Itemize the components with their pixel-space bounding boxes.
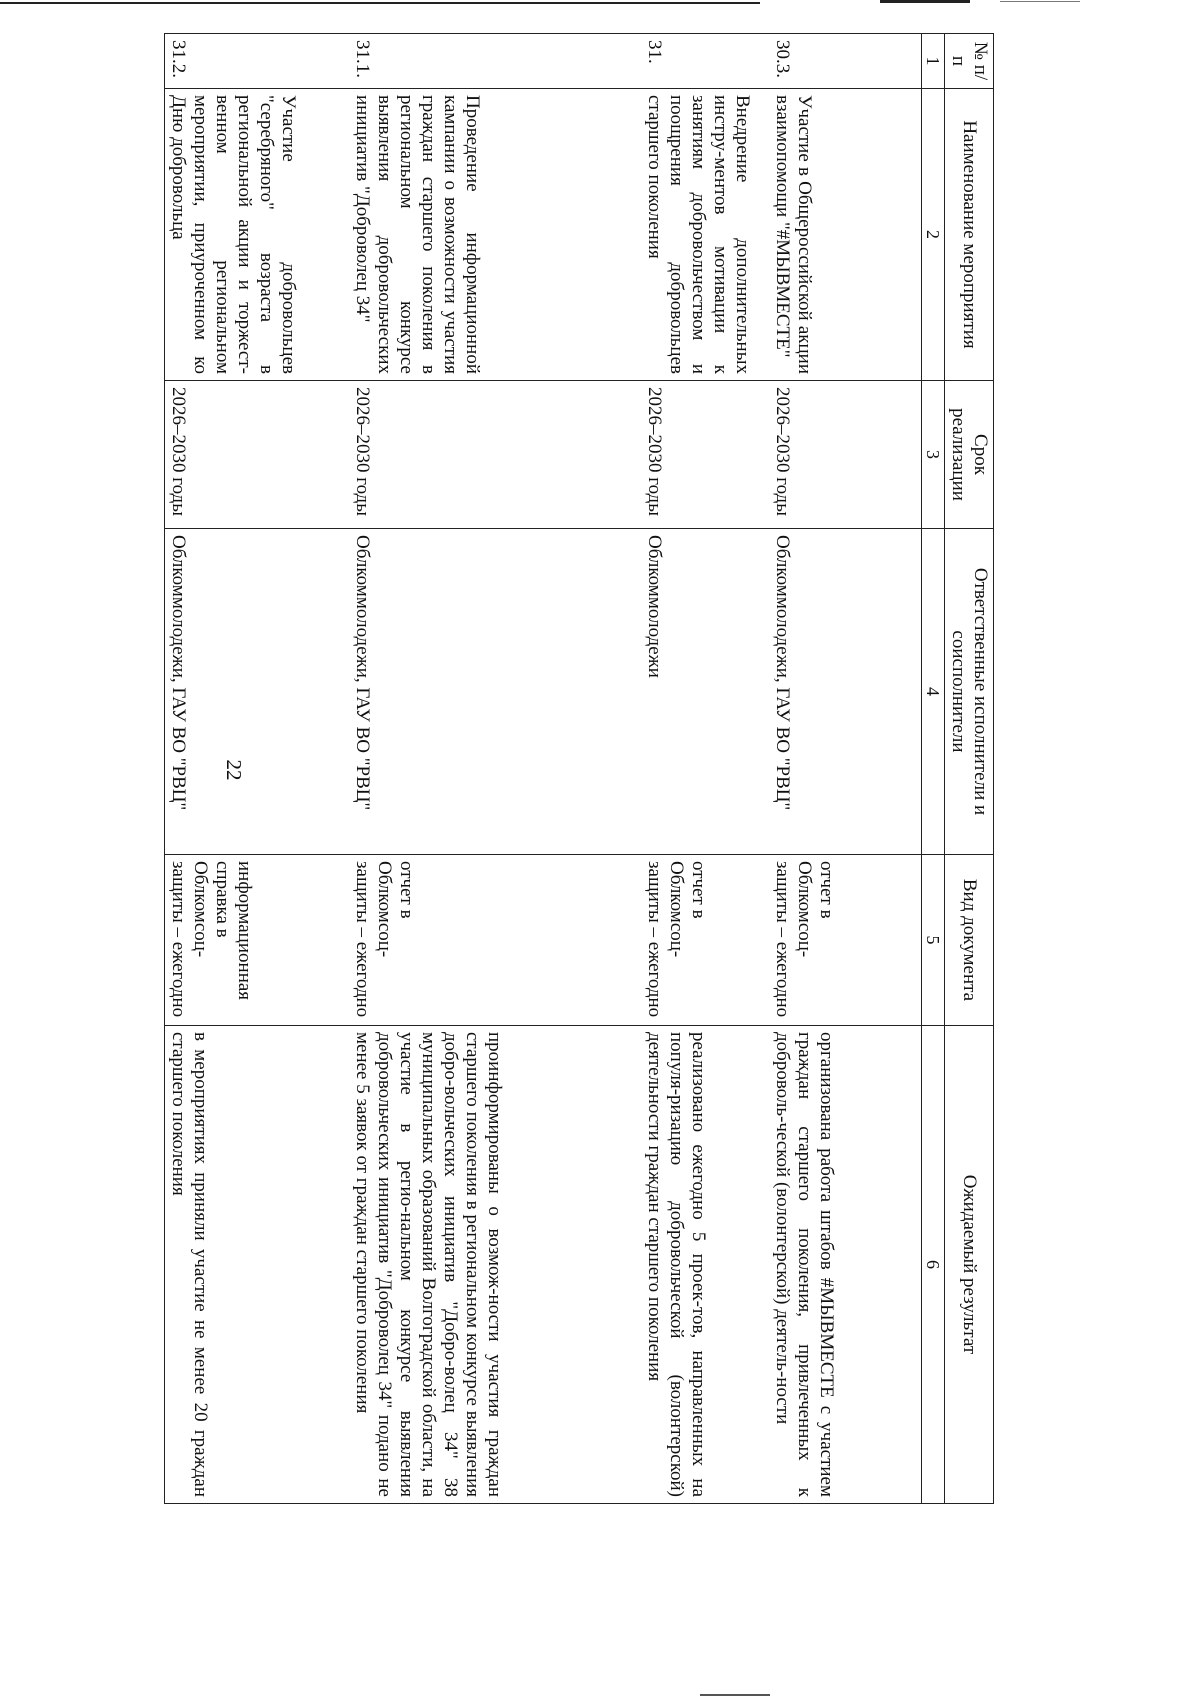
header-executors: Ответственные исполнители и соисполнители: [945, 529, 994, 855]
row-number: 30.3.: [769, 34, 922, 89]
row-number: 31.2.: [165, 34, 350, 89]
expected-result: в мероприятиях приняли участие не менее 20 граждан старшего поколения: [165, 1026, 350, 1504]
event-name: Проведение информационной кампании о возможности участия граждан старшего поколения в региональном конкурсе выявления добровольческих инициатив "Доброволец 34": [349, 89, 641, 381]
executors: Облкоммолодежи, ГАУ ВО "РВЦ": [349, 529, 641, 855]
scan-bottom-mark: [700, 1694, 770, 1696]
header-document-type: Вид документа: [945, 855, 994, 1026]
table-row: [769, 34, 922, 1504]
column-number: 1: [922, 34, 945, 89]
column-number-row: [922, 34, 945, 1504]
column-number: 6: [922, 1026, 945, 1504]
document-type: отчет в Облкомсоц-защиты – ежегодно: [641, 855, 769, 1026]
term: 2026–2030 годы: [641, 381, 769, 529]
executors: Облкоммолодежи, ГАУ ВО "РВЦ": [769, 529, 922, 855]
document-type: отчет в Облкомсоц-защиты – ежегодно: [769, 855, 922, 1026]
expected-result: проинформированы о возмож-ности участия граждан старшего поколения в региональном конкурсе выявления добро-вольческих инициатив "Добро-волец 34" 38 муниципальных образований Волгоградской области, на участие в регио-нальном конкурсе выявления добровольческих инициатив "Доброволец 34" подано не менее 5 заявок от граждан старшего поколения: [349, 1026, 641, 1504]
table-row: [349, 34, 641, 1504]
row-number: 31.: [641, 34, 769, 89]
scan-edge-line: [0, 2, 760, 4]
document-type: информационная справка в Облкомсоц-защиты – ежегодно: [165, 855, 350, 1026]
event-name: Внедрение дополнительных инстру-ментов мотивации к занятиям добровольчеством и поощрения добровольцев старшего поколения: [641, 89, 769, 381]
scan-mark: [880, 0, 970, 3]
rotated-document-page: [96, 20, 1100, 1520]
expected-result: организована работа штабов #МЫВМЕСТЕ с участием граждан старшего поколения, привлеченных к доброволь-ческой (волонтерской) деятель-ности: [769, 1026, 922, 1504]
table-row: [165, 34, 350, 1504]
column-number: 5: [922, 855, 945, 1026]
table-row: [641, 34, 769, 1504]
column-number: 3: [922, 381, 945, 529]
scan-dash: [1000, 1, 1080, 2]
term: 2026–2030 годы: [165, 381, 350, 529]
executors: Облкоммолодежи: [641, 529, 769, 855]
header-event-name: Наименование мероприятия: [945, 89, 994, 381]
row-number: 31.1.: [349, 34, 641, 89]
header-term: Срок реализации: [945, 381, 994, 529]
table-header-row: [945, 34, 994, 1504]
event-name: Участие в Общероссийской акции взаимопомощи "#МЫВМЕСТЕ": [769, 89, 922, 381]
page-number: 22: [222, 759, 246, 781]
action-plan-table: [164, 33, 994, 1504]
header-number: № п/п: [945, 34, 994, 89]
document-type: отчет в Облкомсоц-защиты – ежегодно: [349, 855, 641, 1026]
term: 2026–2030 годы: [349, 381, 641, 529]
event-name: Участие добровольцев "серебряного" возраста в региональной акции и торжест-венном региональном мероприятии, приуроченном ко Дню добровольца: [165, 89, 350, 381]
term: 2026–2030 годы: [769, 381, 922, 529]
executors: Облкоммолодежи, ГАУ ВО "РВЦ": [165, 529, 350, 855]
expected-result: реализовано ежегодно 5 проек-тов, направленных на популя-ризацию добровольческой (волонтерской) деятельности граждан старшего поколения: [641, 1026, 769, 1504]
column-number: 4: [922, 529, 945, 855]
column-number: 2: [922, 89, 945, 381]
header-expected-result: Ожидаемый результат: [945, 1026, 994, 1504]
